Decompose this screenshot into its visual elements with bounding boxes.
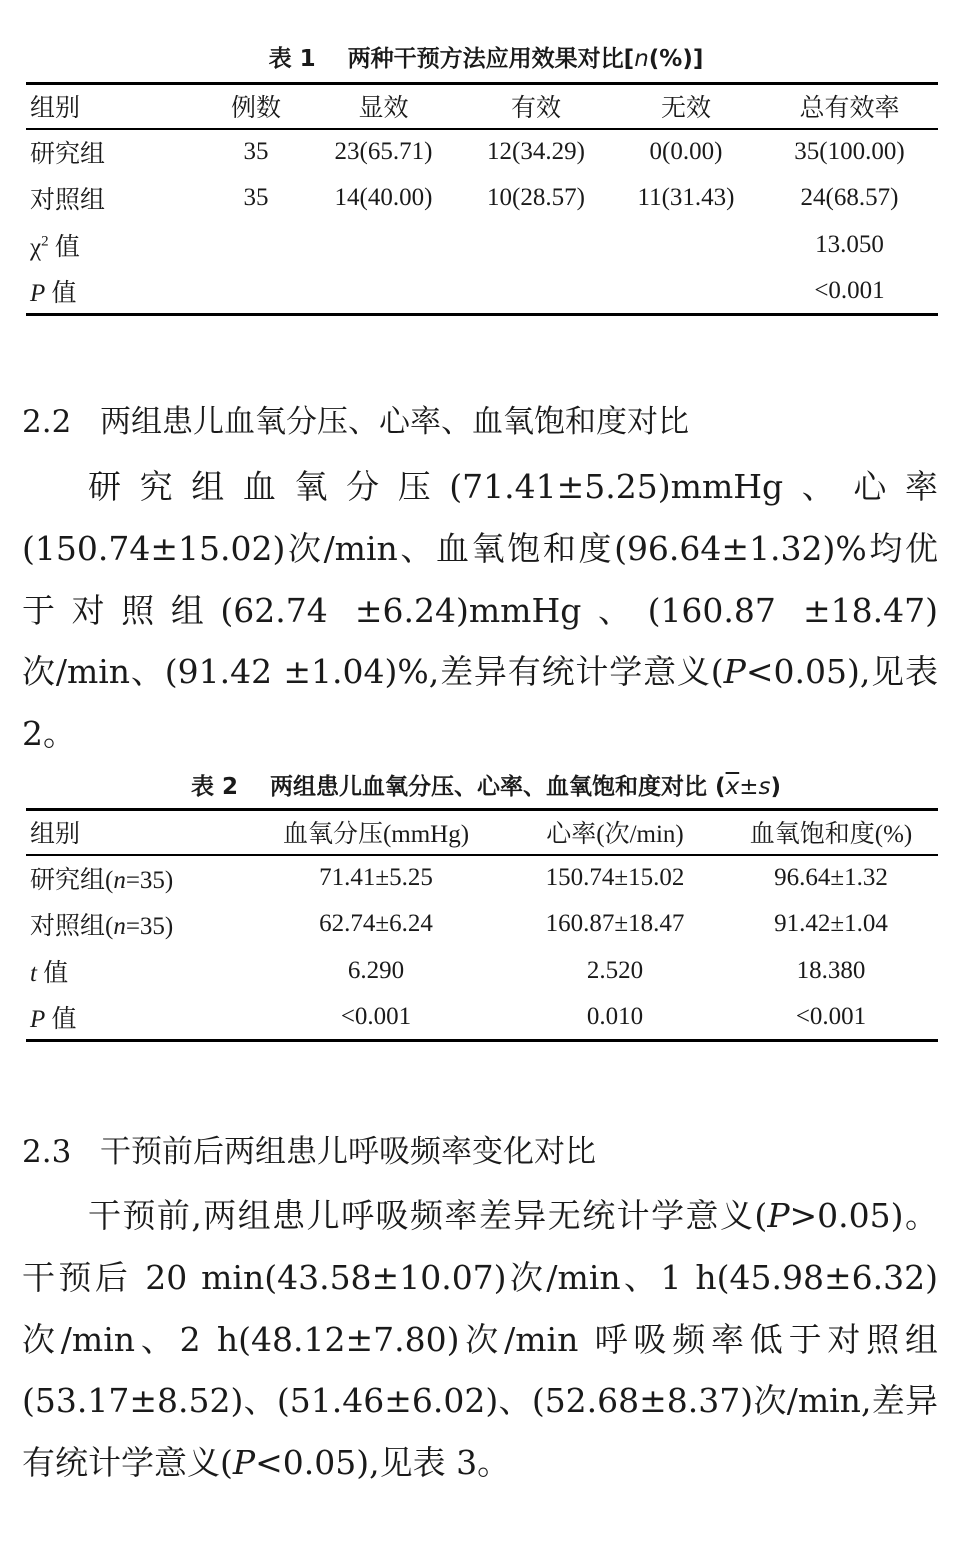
table-cell: 91.42±1.04 [774, 910, 888, 938]
p-value-label [26, 994, 246, 1041]
table2-t-row [26, 948, 938, 995]
table-cell: 35 [243, 184, 269, 212]
paragraph-text: >0.05)。干预后 20 min(43.58±10.07)次/min、1 h(45.98±6.32)次/min、2 h(48.12±7.80)次/min 呼吸频率低于对照组(53.17±8.52)、(51.46±6.02)、(52.68±8.37)次/min,差异有统计学意义( [22, 1196, 938, 1483]
table2-col-group: 组别 [26, 810, 246, 855]
p-symbol: P [30, 279, 46, 307]
paragraph-text: 干预前,两组患儿呼吸频率差异无统计学意义( [88, 1196, 768, 1235]
t-label-rest: 值 [36, 959, 69, 987]
table2-caption-label: 表 2 [191, 774, 239, 800]
table-cell: 160.87±18.47 [545, 910, 685, 938]
group-count: =35) [125, 867, 174, 895]
table-row [26, 129, 938, 176]
t-value: 2.520 [586, 956, 644, 984]
table1-caption-tail: (%)] [648, 46, 704, 72]
chi-square-value: 13.050 [815, 230, 884, 258]
table1-header-row [26, 84, 938, 129]
t-value: 18.380 [796, 956, 866, 984]
table-cell: 研究组 [30, 141, 106, 169]
p-value: <0.001 [724, 994, 938, 1041]
table1-col-cases: 例数 [206, 84, 306, 129]
chi-square-label [26, 222, 206, 269]
section-number: 2.3 [22, 1134, 72, 1170]
table2-col-spo2: 血氧饱和度(%) [724, 810, 938, 855]
table-cell: 23(65.71) [334, 138, 433, 166]
table-row [26, 901, 938, 948]
group-name: 研究组( [30, 867, 114, 895]
table1-caption-text: 两种干预方法应用效果对比[ [347, 46, 635, 72]
group-label [26, 855, 246, 902]
table2-col-heart-rate: 心率(次/min) [506, 810, 724, 855]
paragraph-text: <0.05),见表 2。 [22, 652, 939, 754]
table1-p-row [26, 268, 938, 315]
table-cell: 150.74±15.02 [545, 864, 685, 892]
table2-caption [0, 772, 972, 802]
table1-col-total-rate: 总有效率 [761, 84, 938, 129]
chi-superscript: 2 [41, 233, 49, 250]
table-cell: 12(34.29) [487, 138, 585, 166]
table1-col-ineffective: 无效 [611, 84, 761, 129]
table-cell: 11(31.43) [637, 184, 735, 212]
paragraph-text: 研究组血氧分压(71.41±5.25)mmHg、心率(150.74±15.02)次/min、血氧饱和度(96.64±1.32)%均优于对照组(62.74 ±6.24)mmHg、(160.87 ±18.47) 次/min、(91.42 ±1.04)%,差异有统计学意义( [22, 467, 938, 692]
mean-symbol: $\overline{x}$ [725, 774, 740, 800]
table1-col-group: 组别 [26, 84, 206, 129]
table1-caption-label: 表 1 [268, 46, 316, 72]
n-symbol: n [113, 867, 126, 895]
table2-caption-text: 两组患儿血氧分压、心率、血氧饱和度对比 ( [270, 774, 726, 800]
section-title: 干预前后两组患儿呼吸频率变化对比 [100, 1134, 596, 1170]
group-label [26, 901, 246, 948]
table1-caption [0, 44, 972, 74]
p-value: 0.010 [506, 994, 724, 1041]
table-cell: 14(40.00) [334, 184, 433, 212]
table2 [26, 808, 938, 1042]
t-value: 6.290 [347, 956, 405, 984]
group-count: =35) [125, 913, 174, 941]
section-number: 2.2 [22, 404, 72, 440]
chi-label-rest: 值 [48, 233, 80, 261]
paragraph-text: <0.05),见表 3。 [255, 1443, 511, 1483]
p-label-rest: 值 [45, 1005, 77, 1033]
section-2-2-heading [22, 402, 689, 442]
table-cell: 62.74±6.24 [319, 910, 433, 938]
table2-p-row [26, 994, 938, 1041]
p-label-rest: 值 [45, 279, 77, 307]
t-symbol: t [30, 959, 37, 987]
table-row [26, 175, 938, 222]
table-cell: 71.41±5.25 [319, 864, 433, 892]
p-value: <0.001 [761, 268, 938, 315]
table-cell: 对照组 [30, 187, 106, 215]
table1-col-marked: 显效 [306, 84, 461, 129]
section-2-3-paragraph [22, 1185, 938, 1494]
table-cell: 96.64±1.32 [774, 864, 888, 892]
p-symbol: P [232, 1443, 256, 1483]
section-title: 两组患儿血氧分压、心率、血氧饱和度对比 [100, 404, 689, 440]
p-value: <0.001 [246, 994, 506, 1041]
table1-chi-row [26, 222, 938, 269]
table-cell: 24(68.57) [800, 184, 899, 212]
section-2-2-paragraph [22, 456, 938, 765]
pm-symbol: ± [739, 774, 759, 800]
p-symbol: P [723, 652, 746, 692]
table1-col-effective: 有效 [461, 84, 611, 129]
n-symbol: n [113, 913, 126, 941]
table-row [26, 855, 938, 902]
t-value-label [26, 948, 246, 995]
table2-col-pao2: 血氧分压(mmHg) [246, 810, 506, 855]
caption-close: ) [770, 774, 781, 800]
table-cell: 0(0.00) [649, 138, 723, 166]
table2-header-row [26, 810, 938, 855]
p-symbol: P [30, 1005, 46, 1033]
section-2-3-heading [22, 1132, 596, 1172]
p-symbol: P [767, 1196, 790, 1235]
table-cell: 35 [243, 138, 269, 166]
chi-symbol: χ [30, 233, 42, 261]
table-cell: 35(100.00) [794, 138, 905, 166]
p-value-label [26, 268, 206, 315]
table-cell: 10(28.57) [487, 184, 585, 212]
table1-caption-n: n [634, 46, 649, 72]
table1 [26, 82, 938, 316]
group-name: 对照组( [30, 913, 114, 941]
sd-symbol: s [758, 774, 771, 800]
